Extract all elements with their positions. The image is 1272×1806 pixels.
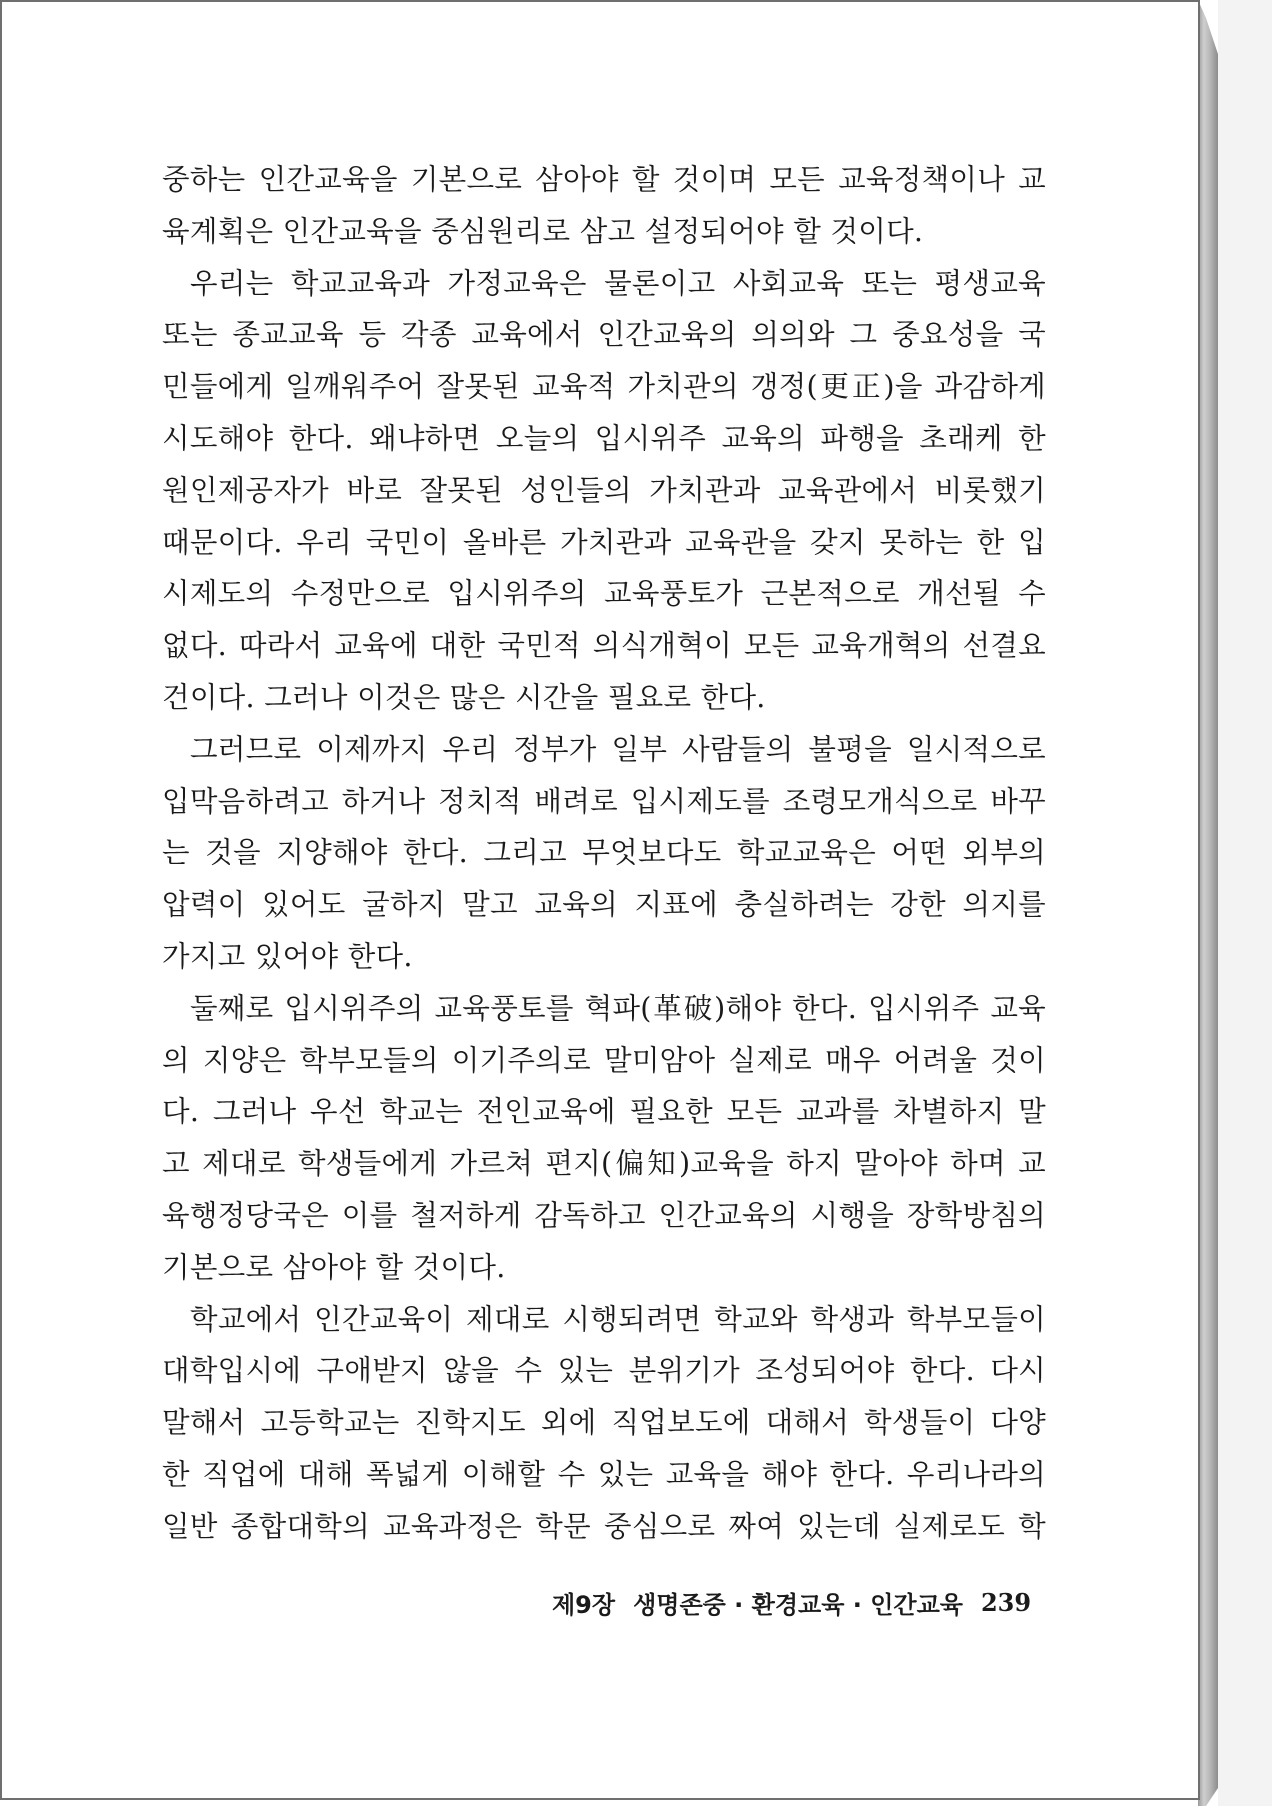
text-line: 건이다. 그러나 이것은 많은 시간을 필요로 한다. xyxy=(162,680,766,714)
text-line: 학교에서 인간교육이 제대로 시행되려면 학교와 학생과 학부모들이 xyxy=(190,1302,1046,1336)
text-line: 그러므로 이제까지 우리 정부가 일부 사람들의 불평을 일시적으로 xyxy=(190,732,1046,766)
viewer-background xyxy=(1218,0,1272,1806)
text-line: 일반 종합대학의 교육과정은 학문 중심으로 짜여 있는데 실제로도 학 xyxy=(162,1509,1046,1543)
chapter-title: 생명존중 · 환경교육 · 인간교육 xyxy=(633,1590,963,1619)
text-line: 고 제대로 학생들에게 가르쳐 편지(偏知)교육을 하지 말아야 하며 교 xyxy=(162,1147,1046,1181)
text-line: 입막음하려고 하거나 정치적 배려로 입시제도를 조령모개식으로 바꾸 xyxy=(162,784,1046,818)
text-line: 대학입시에 구애받지 않을 수 있는 분위기가 조성되어야 한다. 다시 xyxy=(162,1354,1046,1388)
text-line: 압력이 있어도 굴하지 말고 교육의 지표에 충실하려는 강한 의지를 xyxy=(162,888,1046,922)
text-line: 또는 종교교육 등 각종 교육에서 인간교육의 의의와 그 중요성을 국 xyxy=(162,318,1046,352)
text-line: 의 지양은 학부모들의 이기주의로 말미암아 실제로 매우 어려울 것이 xyxy=(162,1043,1046,1077)
text-line: 말해서 고등학교는 진학지도 외에 직업보도에 대해서 학생들이 다양 xyxy=(162,1406,1046,1440)
chapter-label: 제9장 xyxy=(552,1590,616,1619)
page-footer xyxy=(552,1582,1032,1622)
text-line: 우리는 학교교육과 가정교육은 물론이고 사회교육 또는 평생교육 xyxy=(190,266,1046,300)
text-line: 육행정당국은 이를 철저하게 감독하고 인간교육의 시행을 장학방침의 xyxy=(162,1198,1046,1232)
text-line: 육계획은 인간교육을 중심원리로 삼고 설정되어야 할 것이다. xyxy=(162,214,924,248)
page-number: 239 xyxy=(980,1587,1032,1617)
text-line: 가지고 있어야 한다. xyxy=(162,939,413,973)
text-line: 민들에게 일깨워주어 잘못된 교육적 가치관의 갱정(更正)을 과감하게 xyxy=(162,370,1046,404)
text-line: 한 직업에 대해 폭넓게 이해할 수 있는 교육을 해야 한다. 우리나라의 xyxy=(162,1457,1046,1491)
text-line: 기본으로 삼아야 할 것이다. xyxy=(162,1250,506,1284)
text-line: 둘째로 입시위주의 교육풍토를 혁파(革破)해야 한다. 입시위주 교육 xyxy=(190,991,1046,1025)
text-line: 다. 그러나 우선 학교는 전인교육에 필요한 모든 교과를 차별하지 말 xyxy=(162,1095,1046,1129)
text-line: 중하는 인간교육을 기본으로 삼아야 할 것이며 모든 교육정책이나 교 xyxy=(162,163,1046,196)
text-line: 때문이다. 우리 국민이 올바른 가치관과 교육관을 갖지 못하는 한 입 xyxy=(162,525,1046,559)
body-text xyxy=(162,154,1046,1553)
text-line: 시제도의 수정만으로 입시위주의 교육풍토가 근본적으로 개선될 수 xyxy=(162,577,1046,611)
text-line: 는 것을 지양해야 한다. 그리고 무엇보다도 학교교육은 어떤 외부의 xyxy=(162,836,1046,870)
text-line: 원인제공자가 바로 잘못된 성인들의 가치관과 교육관에서 비롯했기 xyxy=(162,473,1046,507)
text-line: 없다. 따라서 교육에 대한 국민적 의식개혁이 모든 교육개혁의 선결요 xyxy=(162,629,1046,663)
text-line: 시도해야 한다. 왜냐하면 오늘의 입시위주 교육의 파행을 초래케 한 xyxy=(162,421,1046,455)
page-edge xyxy=(1198,0,1218,1806)
